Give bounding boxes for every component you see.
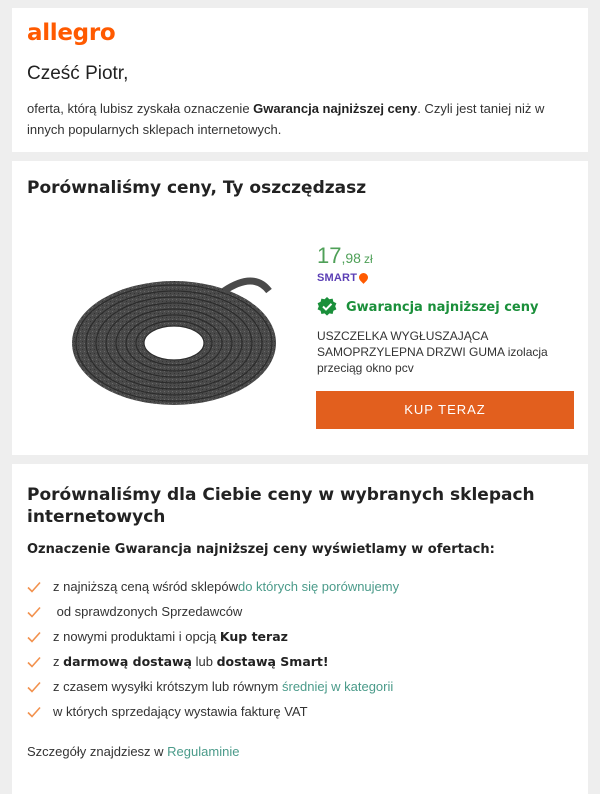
check-icon (27, 680, 41, 694)
gasket-roll-image[interactable] (64, 251, 284, 431)
greeting: Cześć Piotr, (27, 63, 129, 84)
list-item: w których sprzedający wystawia fakturę VAT (27, 699, 399, 724)
footer-text: Szczegóły znajdziesz w Regulaminie (27, 744, 240, 759)
list-item: z nowymi produktami i opcją Kup teraz (27, 624, 399, 649)
smart-badge: SMART (317, 272, 368, 284)
offer-card (12, 161, 588, 455)
greeting-card (12, 8, 588, 152)
guarantee-label: Gwarancja najniższej ceny (346, 299, 539, 315)
guarantee-badge-icon (317, 297, 337, 317)
regulations-link[interactable]: Regulaminie (167, 744, 240, 759)
product-name[interactable]: USZCZELKA WYGŁUSZAJĄCA SAMOPRZYLEPNA DRZWI GUMA izolacja przeciąg okno pcv (317, 329, 548, 375)
intro-text: oferta, którą lubisz zyskała oznaczenie Gwarancja najniższej ceny. Czyli jest taniej niż w innych popularnych sklepach internetowych. (27, 101, 545, 137)
category-average-link[interactable]: średniej w kategorii (281, 679, 394, 694)
info-card (12, 464, 588, 794)
guarantee-row (317, 297, 538, 317)
allegro-logo[interactable]: allegro (27, 20, 116, 46)
list-item: z darmową dostawą lub dostawą Smart! (27, 649, 399, 674)
compared-shops-link[interactable]: do których się porównujemy (237, 579, 400, 594)
list-item: z czasem wysyłki krótszym lub równym średniej w kategorii (27, 674, 399, 699)
criteria-list (27, 574, 399, 724)
check-icon (27, 705, 41, 719)
info-subtitle: Oznaczenie Gwarancja najniższej ceny wyświetlamy w ofertach: (27, 542, 495, 557)
list-item: z najniższą ceną wśród sklepów do których się porównujemy (27, 574, 399, 599)
smart-pin-icon (357, 271, 370, 284)
check-icon (27, 655, 41, 669)
price: 17,98 zł (317, 243, 373, 268)
info-title: Porównaliśmy dla Ciebie ceny w wybranych sklepach internetowych (27, 485, 535, 527)
check-icon (27, 630, 41, 644)
check-icon (27, 605, 41, 619)
list-item: od sprawdzonych Sprzedawców (27, 599, 399, 624)
check-icon (27, 580, 41, 594)
buy-now-button[interactable]: KUP TERAZ (316, 391, 574, 429)
offer-title: Porównaliśmy ceny, Ty oszczędzasz (27, 178, 367, 198)
